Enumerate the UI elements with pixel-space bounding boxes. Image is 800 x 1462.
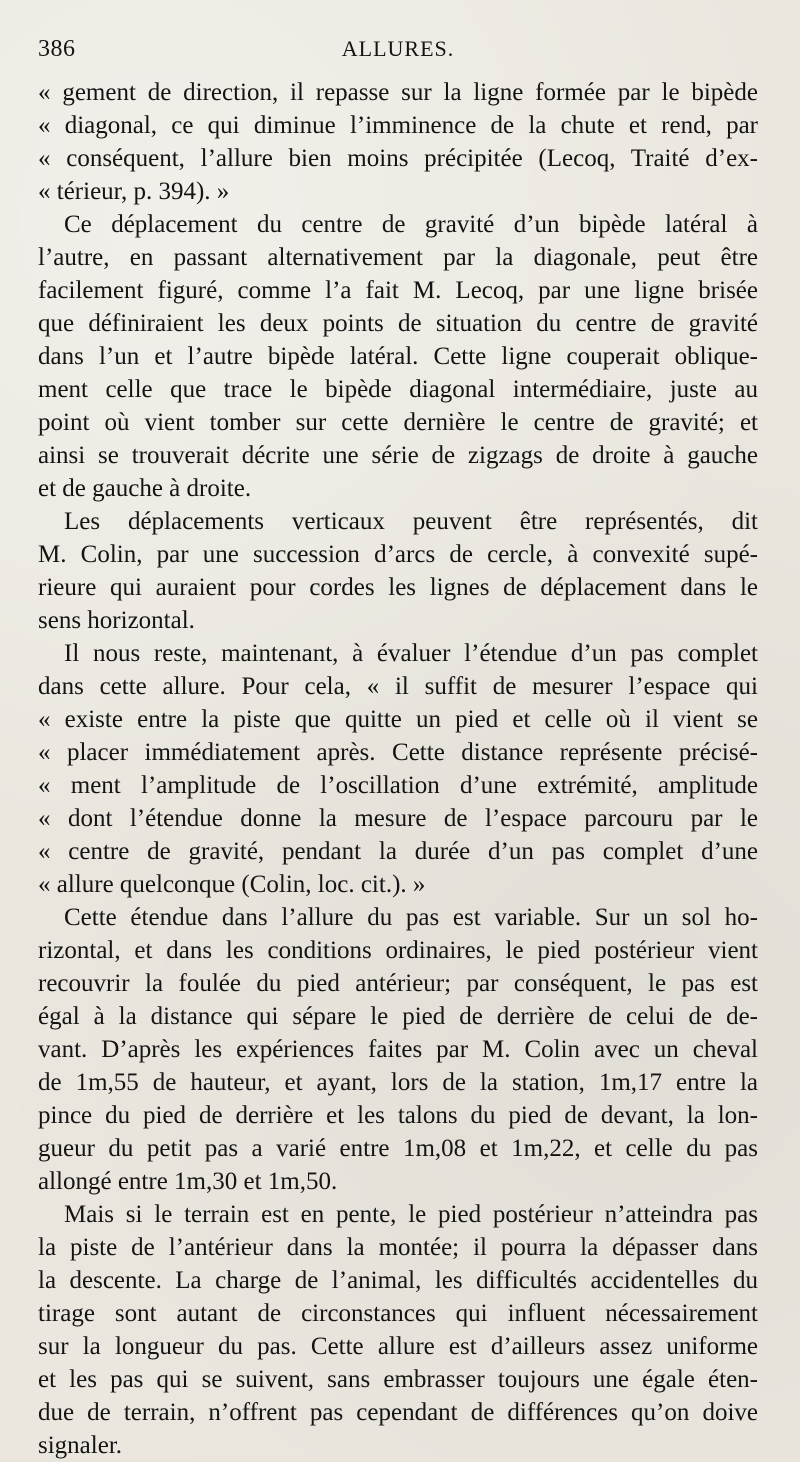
text-line: « centre de gravité, pendant la durée d’un pas complet d’une bbox=[38, 838, 758, 865]
text-line: « placer immédiatement après. Cette distance représente précisé- bbox=[38, 739, 758, 766]
running-head: ALLURES. bbox=[341, 36, 455, 61]
text-line: la descente. La charge de l’animal, les difficultés accidentelles du bbox=[38, 1267, 758, 1294]
text-line: l’autre, en passant alternativement par la diagonale, peut être bbox=[38, 244, 758, 271]
text-line: dans l’un et l’autre bipède latéral. Cette ligne couperait oblique- bbox=[38, 343, 758, 370]
text-line: que définiraient les deux points de situation du centre de gravité bbox=[38, 310, 758, 337]
text-line: point où vient tomber sur cette dernière le centre de gravité; et bbox=[38, 409, 758, 436]
text-line: « dont l’étendue donne la mesure de l’espace parcouru par le bbox=[38, 805, 758, 832]
text-line: recouvrir la foulée du pied antérieur; par conséquent, le pas est bbox=[38, 970, 758, 997]
paragraph-2 bbox=[38, 208, 758, 505]
paragraph-5 bbox=[38, 901, 758, 1198]
text-line: ment celle que trace le bipède diagonal intermédiaire, juste au bbox=[38, 376, 758, 403]
text-line: sens horizontal. bbox=[38, 607, 195, 634]
paragraph-1 bbox=[38, 76, 758, 208]
text-line: Ce déplacement du centre de gravité d’un bipède latéral à bbox=[64, 211, 758, 238]
text-line: et de gauche à droite. bbox=[38, 475, 252, 502]
text-line: M. Colin, par une succession d’arcs de cercle, à convexité supé- bbox=[38, 541, 758, 568]
text-line: Cette étendue dans l’allure du pas est variable. Sur un sol ho- bbox=[64, 904, 758, 931]
text-line: et les pas qui se suivent, sans embrasser toujours une égale éten- bbox=[38, 1366, 758, 1393]
text-line: facilement figuré, comme l’a fait M. Lecoq, par une ligne brisée bbox=[38, 277, 758, 304]
text-line: ainsi se trouverait décrite une série de zigzags de droite à gauche bbox=[38, 442, 758, 469]
text-line: « térieur, p. 394). » bbox=[38, 178, 230, 205]
text-line: « ment l’amplitude de l’oscillation d’une extrémité, amplitude bbox=[38, 772, 758, 799]
paragraph-6 bbox=[38, 1198, 758, 1462]
page-body bbox=[38, 76, 758, 1462]
text-line: Il nous reste, maintenant, à évaluer l’étendue d’un pas complet bbox=[64, 640, 758, 667]
text-line: « gement de direction, il repasse sur la ligne formée par le bipède bbox=[38, 79, 758, 106]
text-line: due de terrain, n’offrent pas cependant de différences qu’on doive bbox=[38, 1399, 758, 1426]
text-line: « diagonal, ce qui diminue l’imminence de la chute et rend, par bbox=[38, 112, 758, 139]
text-line: sur la longueur du pas. Cette allure est d’ailleurs assez uniforme bbox=[38, 1333, 758, 1360]
text-line: « conséquent, l’allure bien moins précipitée (Lecoq, Traité d’ex- bbox=[38, 145, 758, 172]
paragraph-4 bbox=[38, 637, 758, 901]
text-line: gueur du petit pas a varié entre 1m,08 et 1m,22, et celle du pas bbox=[38, 1135, 758, 1162]
text-line: dans cette allure. Pour cela, « il suffit de mesurer l’espace qui bbox=[38, 673, 758, 700]
text-line: signaler. bbox=[38, 1432, 123, 1459]
paragraph-3 bbox=[38, 505, 758, 637]
text-line: rizontal, et dans les conditions ordinaires, le pied postérieur vient bbox=[38, 937, 758, 964]
text-line: tirage sont autant de circonstances qui influent nécessairement bbox=[38, 1300, 758, 1327]
text-line: égal à la distance qui sépare le pied de derrière de celui de de- bbox=[38, 1003, 758, 1030]
text-line: vant. D’après les expériences faites par M. Colin avec un cheval bbox=[38, 1036, 758, 1063]
text-line: « existe entre la piste que quitte un pied et celle où il vient se bbox=[38, 706, 758, 733]
text-line: pince du pied de derrière et les talons du pied de devant, la lon- bbox=[38, 1102, 758, 1129]
text-line: rieure qui auraient pour cordes les lignes de déplacement dans le bbox=[38, 574, 758, 601]
text-line: la piste de l’antérieur dans la montée; il pourra la dépasser dans bbox=[38, 1234, 758, 1261]
text-line: allongé entre 1m,30 et 1m,50. bbox=[38, 1168, 338, 1195]
text-line: Les déplacements verticaux peuvent être représentés, dit bbox=[64, 508, 758, 535]
page-number: 386 bbox=[38, 36, 76, 62]
text-line: de 1m,55 de hauteur, et ayant, lors de la station, 1m,17 entre la bbox=[38, 1069, 758, 1096]
page-header bbox=[38, 30, 758, 66]
text-line: « allure quelconque (Colin, loc. cit.). » bbox=[38, 871, 426, 898]
text-line: Mais si le terrain est en pente, le pied postérieur n’atteindra pas bbox=[64, 1201, 758, 1228]
